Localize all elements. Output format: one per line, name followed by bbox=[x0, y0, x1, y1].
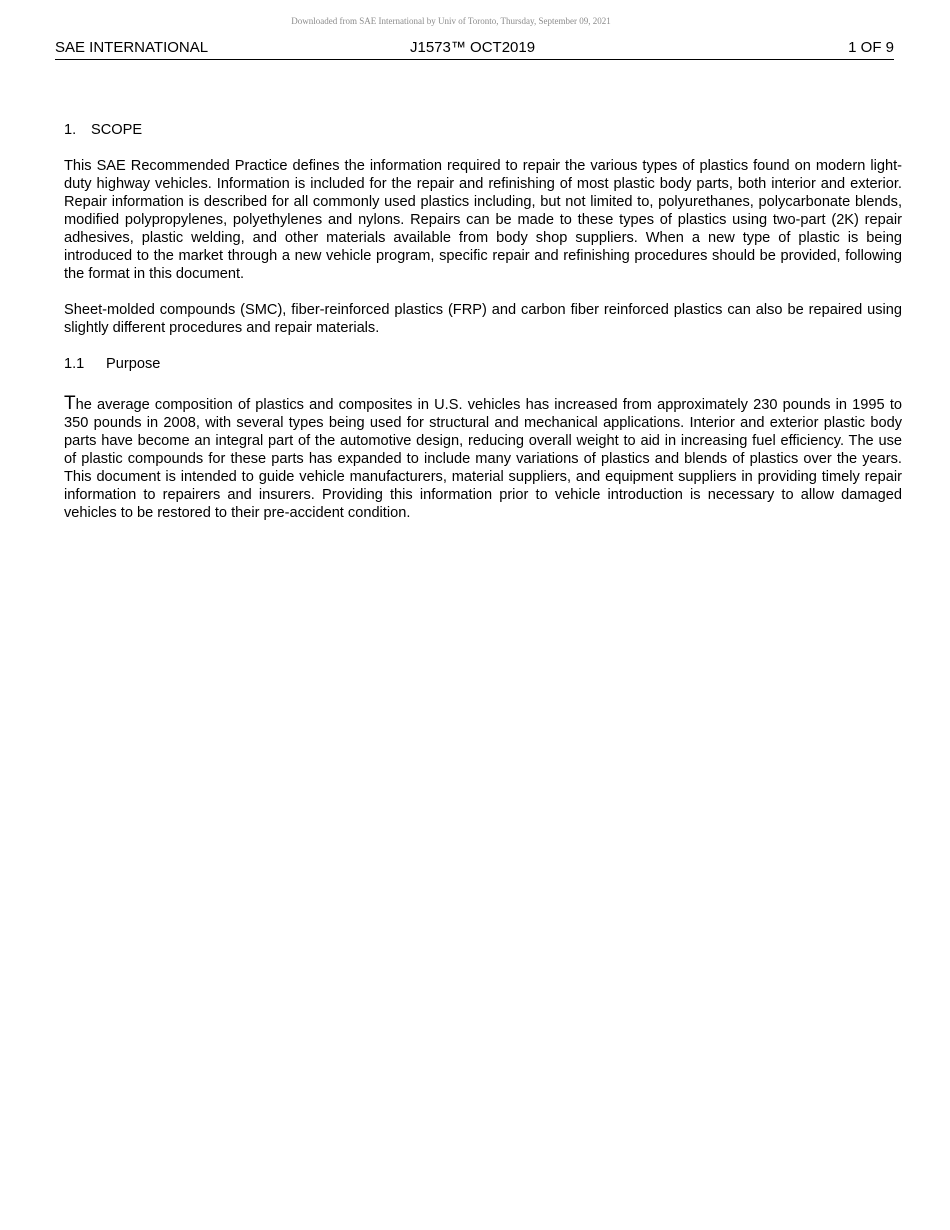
document-body bbox=[64, 121, 902, 540]
header-document-id: J1573™ OCT2019 bbox=[410, 39, 536, 56]
header-organization: SAE INTERNATIONAL bbox=[55, 39, 209, 56]
download-watermark: Downloaded from SAE International by Univ of Toronto, Thursday, September 09, 2021 bbox=[291, 16, 611, 26]
section-title: SCOPE bbox=[91, 122, 143, 138]
scope-paragraph-1: This SAE Recommended Practice defines the information required to repair the various types of plastics found on modern light-duty highway vehicles. Information is included for the repair and refinishing of most plastic body parts, both interior and exterior. Repair information is described for all commonly used plastics including, but not limited to, polyurethanes, polycarbonate blends, modified polypropylenes, polyethylenes and nylons. Repairs can be made to these types of plastics using two-part (2K) repair adhesives, plastic welding, and other materials available from body shop suppliers. When a new type of plastic is being introduced to the market through a new vehicle program, specific repair and refinishing procedures should be provided, following the format in this document. bbox=[64, 158, 902, 282]
section-heading-scope bbox=[64, 121, 902, 139]
subsection-title: Purpose bbox=[106, 356, 161, 372]
subsection-number: 1.1 bbox=[64, 356, 85, 372]
purpose-initial-letter: T bbox=[64, 393, 76, 414]
running-header bbox=[55, 38, 894, 60]
header-page-indicator: 1 OF 9 bbox=[848, 39, 894, 56]
section-heading-purpose bbox=[64, 355, 902, 373]
scope-paragraph-2: Sheet-molded compounds (SMC), fiber-reinforced plastics (FRP) and carbon fiber reinforced plastics can also be repaired using slightly different procedures and repair materials. bbox=[64, 302, 902, 336]
section-number: 1. bbox=[64, 122, 77, 138]
purpose-paragraph-text: he average composition of plastics and composites in U.S. vehicles has increased from approximately 230 pounds in 1995 to 350 pounds in 2008, with several types being used for structural and mechanical applications. Interior and exterior plastic body parts have become an integral part of the automotive design, reducing overall weight to aid in increasing fuel efficiency. The use of plastic compounds for these parts has expanded to include many variations of plastics and blends of plastics over the years. This document is intended to guide vehicle manufacturers, material suppliers, and equipment suppliers in providing timely repair information to repairers and insurers. Providing this information prior to vehicle introduction is necessary to allow damaged vehicles to be restored to their pre-accident condition. bbox=[64, 397, 902, 521]
purpose-paragraph bbox=[64, 395, 902, 522]
